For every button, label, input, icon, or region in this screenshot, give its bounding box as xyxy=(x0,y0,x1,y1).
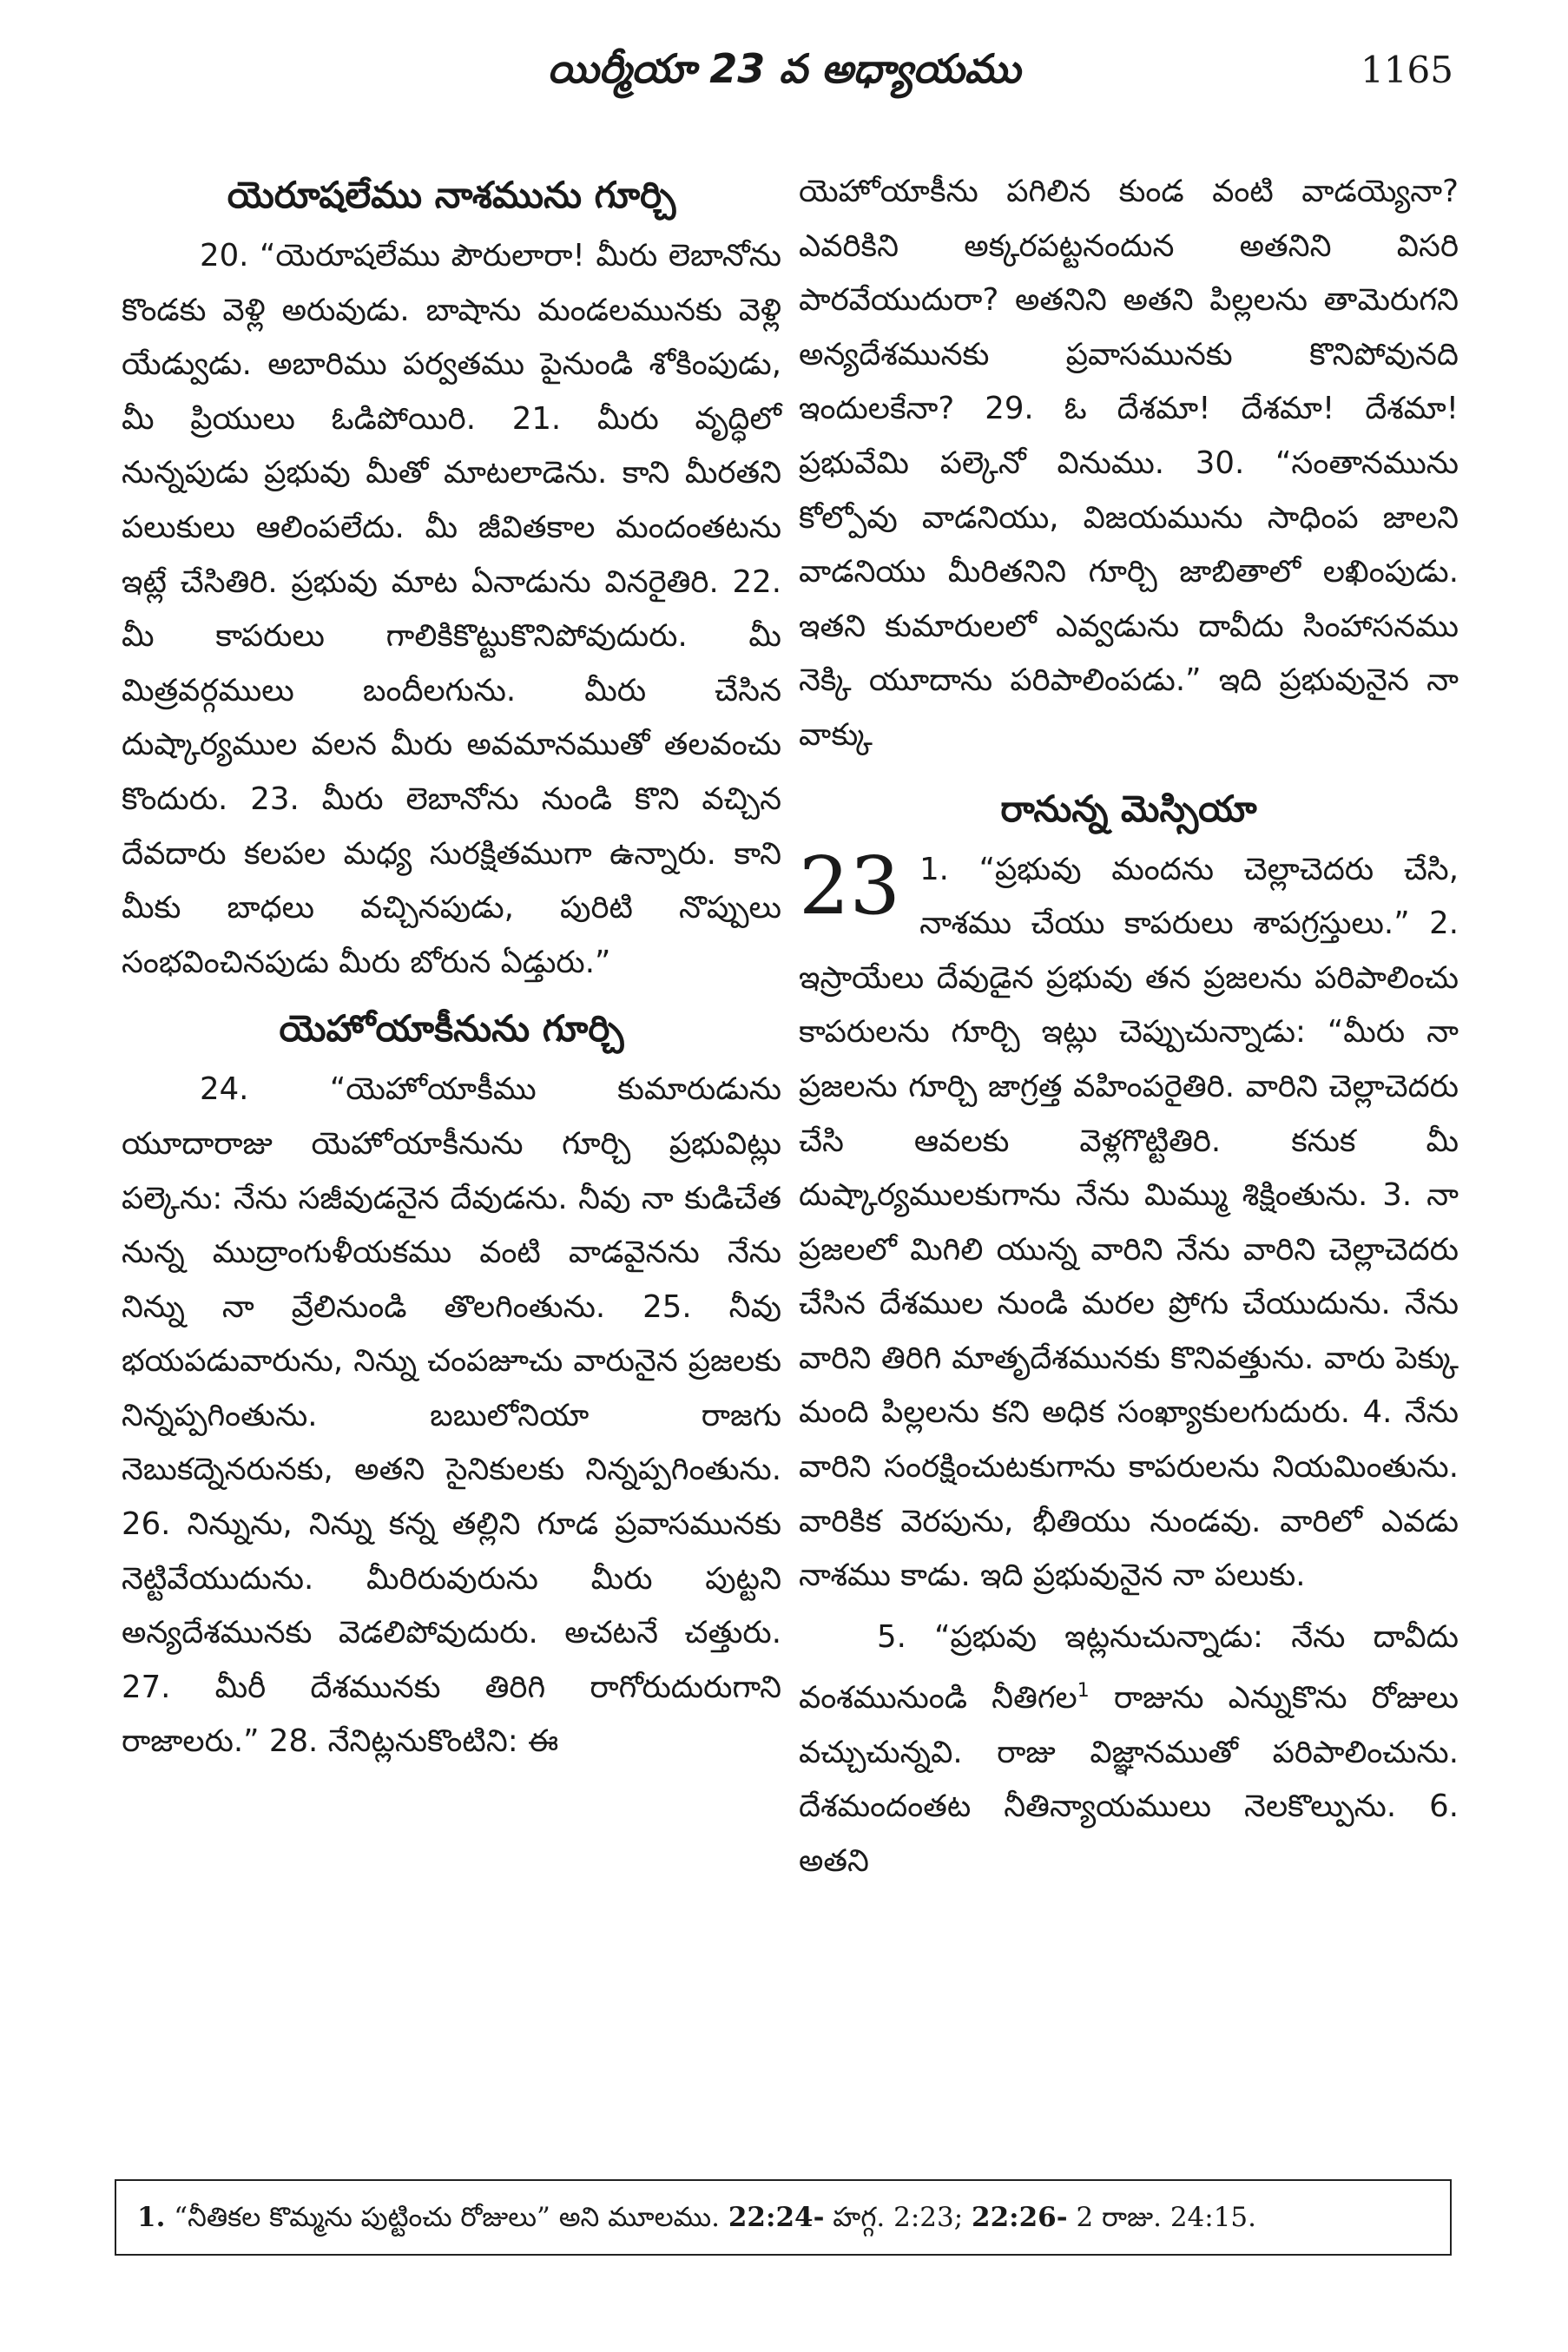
section-heading-jerusalem: యెరూషలేము నాశమును గూర్చి xyxy=(227,174,676,216)
paragraph-verses-28-30: యెహోయాకీను పగిలిన కుండ వంటి వాడయ్యెనా? ఎవరికిని అక్కరపట్టనందున అతనిని విసరి పారవేయుదురా? అతనిని అతని పిల్లలను తామెరుగని అన్యదేశమునకు ప్రవాసమునకు కొనిపోవునది ఇందులకేనా? 29. ఓ దేశమా! దేశమా! దేశమా! ప్రభువేమి పల్కెనో వినుము. 30. “సంతానమును కోల్పోవు వాడనియు, విజయమును సాధింప జాలని వాడనియు మీరితనిని గూర్చి జాబితాలో లఖింపుడు. ఇతని కుమారులలో ఎవ్వడును దావీదు సింహాసనము నెక్కి యూదాను పరిపాలింపడు.” ఇది ప్రభువునైన నా వాక్కు xyxy=(799,174,1459,753)
right-column xyxy=(799,165,1459,1889)
footnote-text: “నీతికల కొమ్మను పుట్టించు రోజులు” అని మూలము. xyxy=(165,2202,728,2233)
verse-5-text: 5. “ప్రభువు ఇట్లనుచున్నాడు: నేను దావీదు వంశమునుండి నీతిగల xyxy=(799,1618,1459,1716)
section-heading-messiah: రానున్న మెస్సియా xyxy=(1000,787,1257,830)
footnote-box xyxy=(115,2179,1452,2256)
footnote-number: 1. xyxy=(137,2202,166,2233)
paragraph-verses-5-6 xyxy=(799,1611,1459,1889)
page-number: 1165 xyxy=(1360,49,1453,91)
chapter-23-block xyxy=(799,839,1459,1604)
footnote-marker: 1 xyxy=(1077,1680,1090,1703)
paragraph-verses-24-28: 24. “యెహోయాకీము కుమారుడును యూదారాజు యెహోయాకీనును గూర్చి ప్రభువిట్లు పల్కెను: నేను సజీవుడనైన దేవుడను. నీవు నా కుడిచేత నున్న ముద్రాంగుళీయకము వంటి వాడవైనను నేను నిన్ను నా వ్రేలినుండి తొలగింతును. 25. నీవు భయపడువారును, నిన్ను చంపజూచు వారునైన ప్రజలకు నిన్నప్పగింతును. బబులోనియా రాజగు నెబుకద్నెనరునకు, అతని సైనికులకు నిన్నప్పగింతును. 26. నిన్నును, నిన్ను కన్న తల్లిని గూడ ప్రవాసమునకు నెట్టివేయుదును. మీరిరువురును మీరు పుట్టని అన్యదేశమునకు వెడలిపోవుదురు. అచటనే చత్తురు. 27. మీరీ దేశమునకు తిరిగి రాగోరుదురుగాని రాజాలరు.” 28. నేనిట్లనుకొంటిని: ఈ xyxy=(122,1071,781,1760)
section-heading-jehoiachin: యెహోయాకీనును గూర్చి xyxy=(279,1007,624,1051)
footnote-ref-haggai: హగ్గ. 2:23; xyxy=(824,2202,972,2233)
footnote-ref-22-24: 22:24- xyxy=(728,2202,825,2233)
running-title: యిర్మీయా 23 వ అధ్యాయము xyxy=(547,45,1021,92)
chapter-number: 23 xyxy=(799,839,901,932)
left-column xyxy=(122,165,781,1769)
paragraph-verses-1-4: 1. “ప్రభువు మందను చెల్లాచెదరు చేసి, నాశము చేయు కాపరులు శాపగ్రస్తులు.” 2. ఇస్రాయేలు దేవుడైన ప్రభువు తన ప్రజలను పరిపాలించు కాపరులను గూర్చి ఇట్లు చెప్పుచున్నాడు: “మీరు నా ప్రజలను గూర్చి జాగ్రత్త వహింపరైతిరి. వారిని చెల్లాచెదరు చేసి ఆవలకు వెళ్లగొట్టితిరి. కనుక మీ దుష్కార్యములకుగాను నేను మిమ్ము శిక్షింతును. 3. నా ప్రజలలో మిగిలి యున్న వారిని నేను వారిని చెల్లాచెదరు చేసిన దేశముల నుండి మరల ప్రోగు చేయుదును. నేను వారిని తిరిగి మాతృదేశమునకు కొనివత్తును. వారు పెక్కు మంది పిల్లలను కని అధిక సంఖ్యాకులగుదురు. 4. నేను వారిని సంరక్షించుటకుగాను కాపరులను నియమింతును. వారికిక వెరపును, భీతియు నుండవు. వారిలో ఎవడు నాశము కాడు. ఇది ప్రభువునైన నా పలుకు. xyxy=(799,851,1459,1594)
footnote-ref-kings: 2 రాజు. 24:15. xyxy=(1067,2202,1257,2233)
footnote-ref-22-26: 22:26- xyxy=(972,2202,1068,2233)
verse-5-continued: రాజును ఎన్నుకొను రోజులు వచ్చుచున్నవి. రాజు విజ్ఞానముతో పరిపాలించును. దేశమందంతట నీతిన్యాయములు నెలకొల్పును. 6. అతని xyxy=(799,1680,1459,1880)
page-header xyxy=(0,45,1568,115)
paragraph-verses-20-23: 20. “యెరూషలేము పౌరులారా! మీరు లెబానోను కొండకు వెళ్లి అరువుడు. బాషాను మండలమునకు వెళ్లి యేడ్వుడు. అబారిము పర్వతము పైనుండి శోకింపుడు, మీ ప్రియులు ఓడిపోయిరి. 21. మీరు వృద్ధిలో నున్నపుడు ప్రభువు మీతో మాటలాడెను. కాని మీరతని పలుకులు ఆలింపలేదు. మీ జీవితకాల మందంతటను ఇట్లే చేసితిరి. ప్రభువు మాట ఏనాడును వినరైతిరి. 22. మీ కాపరులు గాలికికొట్టుకొనిపోవుదురు. మీ మిత్రవర్గములు బందీలగును. మీరు చేసిన దుష్కార్యముల వలన మీరు అవమానముతో తలవంచు కొందురు. 23. మీరు లెబానోను నుండి కొని వచ్చిన దేవదారు కలపల మధ్య సురక్షితముగా ఉన్నారు. కాని మీకు బాధలు వచ్చినపుడు, పురిటి నొప్పులు సంభవించినపుడు మీరు బోరున ఏడ్తురు.” xyxy=(122,238,781,980)
